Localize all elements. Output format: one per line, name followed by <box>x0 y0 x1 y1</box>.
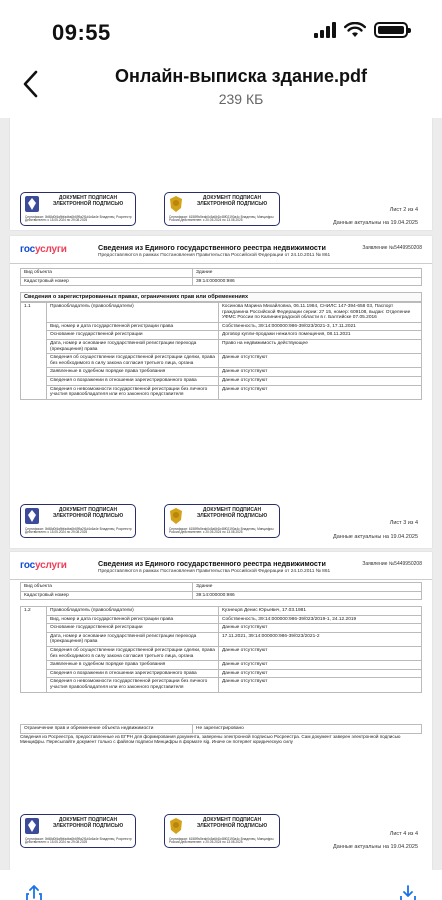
table-row: Вид, номер и дата государственной регистрации права Собственность, 39:14:000000:986-39/023/2021-3, 17.11.2021 <box>21 322 422 331</box>
table-row: Вид объекта Здание <box>21 583 422 592</box>
battery-icon <box>374 22 408 38</box>
document-header <box>10 556 432 580</box>
coat-of-arms-icon <box>168 195 184 213</box>
signature-stamp-mincifry <box>164 192 280 226</box>
table-row: Сведения об осуществлении государственной регистрации сделки, права без необходимого в силу закона согласия третьего лица, органа Данные отсутствуют <box>21 646 422 660</box>
section-title: Сведения о зарегистрированных правах, ограничениях прав или обременениях <box>20 292 422 302</box>
file-title: Онлайн-выписка здание.pdf <box>115 66 367 86</box>
table-row: Кадастровый номер 39:14:000000:986 <box>21 591 422 600</box>
signature-stamps <box>20 814 280 848</box>
application-number: Заявление №5449950208 <box>362 245 422 251</box>
table-row: Дата, номер и основание государственной регистрации перехода (прекращения) права 17.11.2021, 39:14:000000:986-39/023/2021-2 <box>21 632 422 646</box>
signature-label: ДОКУМЕНТ ПОДПИСАН ЭЛЕКТРОННОЙ ПОДПИСЬЮ <box>196 817 268 829</box>
share-button[interactable] <box>24 884 44 900</box>
signature-stamp-mincifry <box>164 504 280 538</box>
signature-label: ДОКУМЕНТ ПОДПИСАН ЭЛЕКТРОННОЙ ПОДПИСЬЮ <box>196 195 268 207</box>
signature-label: ДОКУМЕНТ ПОДПИСАН ЭЛЕКТРОННОЙ ПОДПИСЬЮ <box>196 507 268 519</box>
page-number: Лист 4 из 4 <box>389 831 418 837</box>
table-row: Заявленные в судебном порядке права требования Данные отсутствуют <box>21 661 422 670</box>
pdf-page-2 <box>10 118 432 230</box>
wifi-icon <box>344 22 366 38</box>
table-row: Ограничение прав и обременение объекта недвижимости Не зарегистрировано <box>21 725 422 734</box>
document-subtitle: Предоставляются в рамках Постановления Правительства Российской Федерации от 24.10.2011 № 861 <box>98 569 331 574</box>
back-button[interactable] <box>18 66 44 102</box>
page-number: Лист 2 из 4 <box>389 207 418 213</box>
document-subtitle: Предоставляются в рамках Постановления Правительства Российской Федерации от 24.10.2011 № 861 <box>98 253 331 258</box>
data-actual-date: Данные актуальны на 19.04.2025 <box>333 534 418 540</box>
table-row: Вид объекта Здание <box>21 269 422 278</box>
signature-label: ДОКУМЕНТ ПОДПИСАН ЭЛЕКТРОННОЙ ПОДПИСЬЮ <box>52 507 124 519</box>
object-info-table <box>20 268 422 286</box>
signature-stamp-rosreestr <box>20 814 136 848</box>
signature-cert: Сертификат: 6158f9c5eab0c5a6b1b48f02190a4c Владелец: Минцифры России Действителен: с 20.05.2024 по 13.08.2025 <box>169 836 274 845</box>
table-row: Заявленные в судебном порядке права требования Данные отсутствуют <box>21 368 422 377</box>
rights-table <box>20 302 422 400</box>
data-actual-date: Данные актуальны на 19.04.2025 <box>333 220 418 226</box>
bottom-toolbar <box>0 870 442 900</box>
page-number: Лист 3 из 4 <box>389 520 418 526</box>
document-title: Сведения из Единого государственного реестра недвижимости <box>98 243 326 252</box>
table-row: Кадастровый номер 39:14:000000:986 <box>21 277 422 286</box>
coat-of-arms-icon <box>168 817 184 835</box>
coat-of-arms-icon <box>168 507 184 525</box>
rosreestr-emblem-icon <box>24 195 40 213</box>
table-row: Сведения о невозможности государственной регистрации без личного участия правообладателя или его законного представителя Данные отсутствуют <box>21 385 422 399</box>
table-row: Сведения об осуществлении государственной регистрации сделки, права без необходимого в силу закона согласия третьего лица, органа Данные отсутствуют <box>21 354 422 368</box>
table-row: Сведения о возражении в отношении зарегистрированного права Данные отсутствуют <box>21 669 422 678</box>
signature-label: ДОКУМЕНТ ПОДПИСАН ЭЛЕКТРОННОЙ ПОДПИСЬЮ <box>52 817 124 829</box>
document-title: Сведения из Единого государственного реестра недвижимости <box>98 559 326 568</box>
signature-stamps <box>20 192 280 226</box>
table-row: 1.1 Правообладатель (правообладатели) Косинова Марина Михайловна, 06.11.1984, СНИЛС 147-394-658 03, Паспорт гражданина Российской Федерации серии: 27 15, номер: 609108, выдан: Отделение УФМС России по Калининградской области в г. Балтийске 07.05.2016 <box>21 303 422 323</box>
table-row: Основание государственной регистрации Договор купли-продажи нежилого помещения, 08.11.2021 <box>21 331 422 340</box>
gosuslugi-logo: госуслуги <box>20 560 67 571</box>
application-number: Заявление №5449950208 <box>362 561 422 567</box>
table-row: Вид, номер и дата государственной регистрации права Собственность, 39:14:000000:986-39/023/2019-1, 24.12.2019 <box>21 615 422 624</box>
data-actual-date: Данные актуальны на 19.04.2025 <box>333 844 418 850</box>
signature-cert: Сертификат: 0b58d0f4a9bfadba0b699a2f1d4c6a4e Владелец: Росреестр Действителен: с 15.05.2024 по 29.08.2025 <box>25 214 132 223</box>
signature-stamp-rosreestr <box>20 504 136 538</box>
signature-cert: Сертификат: 6158f9c5eab0c5a6b1b48f02190a4c Владелец: Минцифры России Действителен: с 20.05.2024 по 13.08.2025 <box>169 214 274 223</box>
rosreestr-emblem-icon <box>24 817 40 835</box>
signature-stamps <box>20 504 280 538</box>
status-icons <box>314 22 408 38</box>
rights-table <box>20 606 422 693</box>
table-row: 1.2 Правообладатель (правообладатели) Кузнецов Денис Юрьевич, 17.03.1981 <box>21 607 422 616</box>
signature-stamp-rosreestr <box>20 192 136 226</box>
signature-cert: Сертификат: 0b58d0f4a9bfadba0b699a2f1d4c6a4e Владелец: Росреестр Действителен: с 15.05.2024 по 29.08.2025 <box>25 526 132 535</box>
signature-cert: Сертификат: 0b58d0f4a9bfadba0b699a2f1d4c6a4e Владелец: Росреестр Действителен: с 15.05.2024 по 29.08.2025 <box>25 836 132 845</box>
status-bar <box>0 0 442 60</box>
pdf-page-3 <box>10 236 432 548</box>
pdf-viewer[interactable] <box>0 118 442 870</box>
table-row: Сведения о возражении в отношении зарегистрированного права Данные отсутствуют <box>21 376 422 385</box>
signature-stamp-mincifry <box>164 814 280 848</box>
gosuslugi-logo: госуслуги <box>20 244 67 255</box>
document-header <box>10 240 432 264</box>
table-row: Сведения о невозможности государственной регистрации без личного участия правообладателя или его законного представителя Данные отсутствуют <box>21 678 422 692</box>
restrictions-table <box>20 724 422 734</box>
signature-label: ДОКУМЕНТ ПОДПИСАН ЭЛЕКТРОННОЙ ПОДПИСЬЮ <box>52 195 124 207</box>
table-row: Основание государственной регистрации Данные отсутствуют <box>21 624 422 633</box>
file-size: 239 КБ <box>218 91 264 107</box>
rosreestr-emblem-icon <box>24 507 40 525</box>
download-button[interactable] <box>398 884 418 900</box>
signature-notice: Сведения из Росреестра, предоставленные из ЕГРН для формирования документа, заверены электронной подписью Росреестра. Сам документ заверен электронной подписью Минцифры. Пересылайте документ только с файлом подписи Минцифры в формате sig. Иначе он потеряет юридическую силу <box>20 734 401 745</box>
cellular-signal-icon <box>314 22 336 38</box>
pdf-page-4 <box>10 552 432 870</box>
object-info-table <box>20 582 422 600</box>
status-time: 09:55 <box>52 20 111 45</box>
signature-cert: Сертификат: 6158f9c5eab0c5a6b1b48f02190a4c Владелец: Минцифры России Действителен: с 20.05.2024 по 13.08.2025 <box>169 526 274 535</box>
share-icon <box>24 884 44 900</box>
download-icon <box>398 884 418 900</box>
file-header <box>0 58 442 116</box>
table-row: Дата, номер и основание государственной регистрации перехода (прекращения) права Право на недвижимость действующее <box>21 339 422 353</box>
chevron-left-icon <box>18 66 44 102</box>
